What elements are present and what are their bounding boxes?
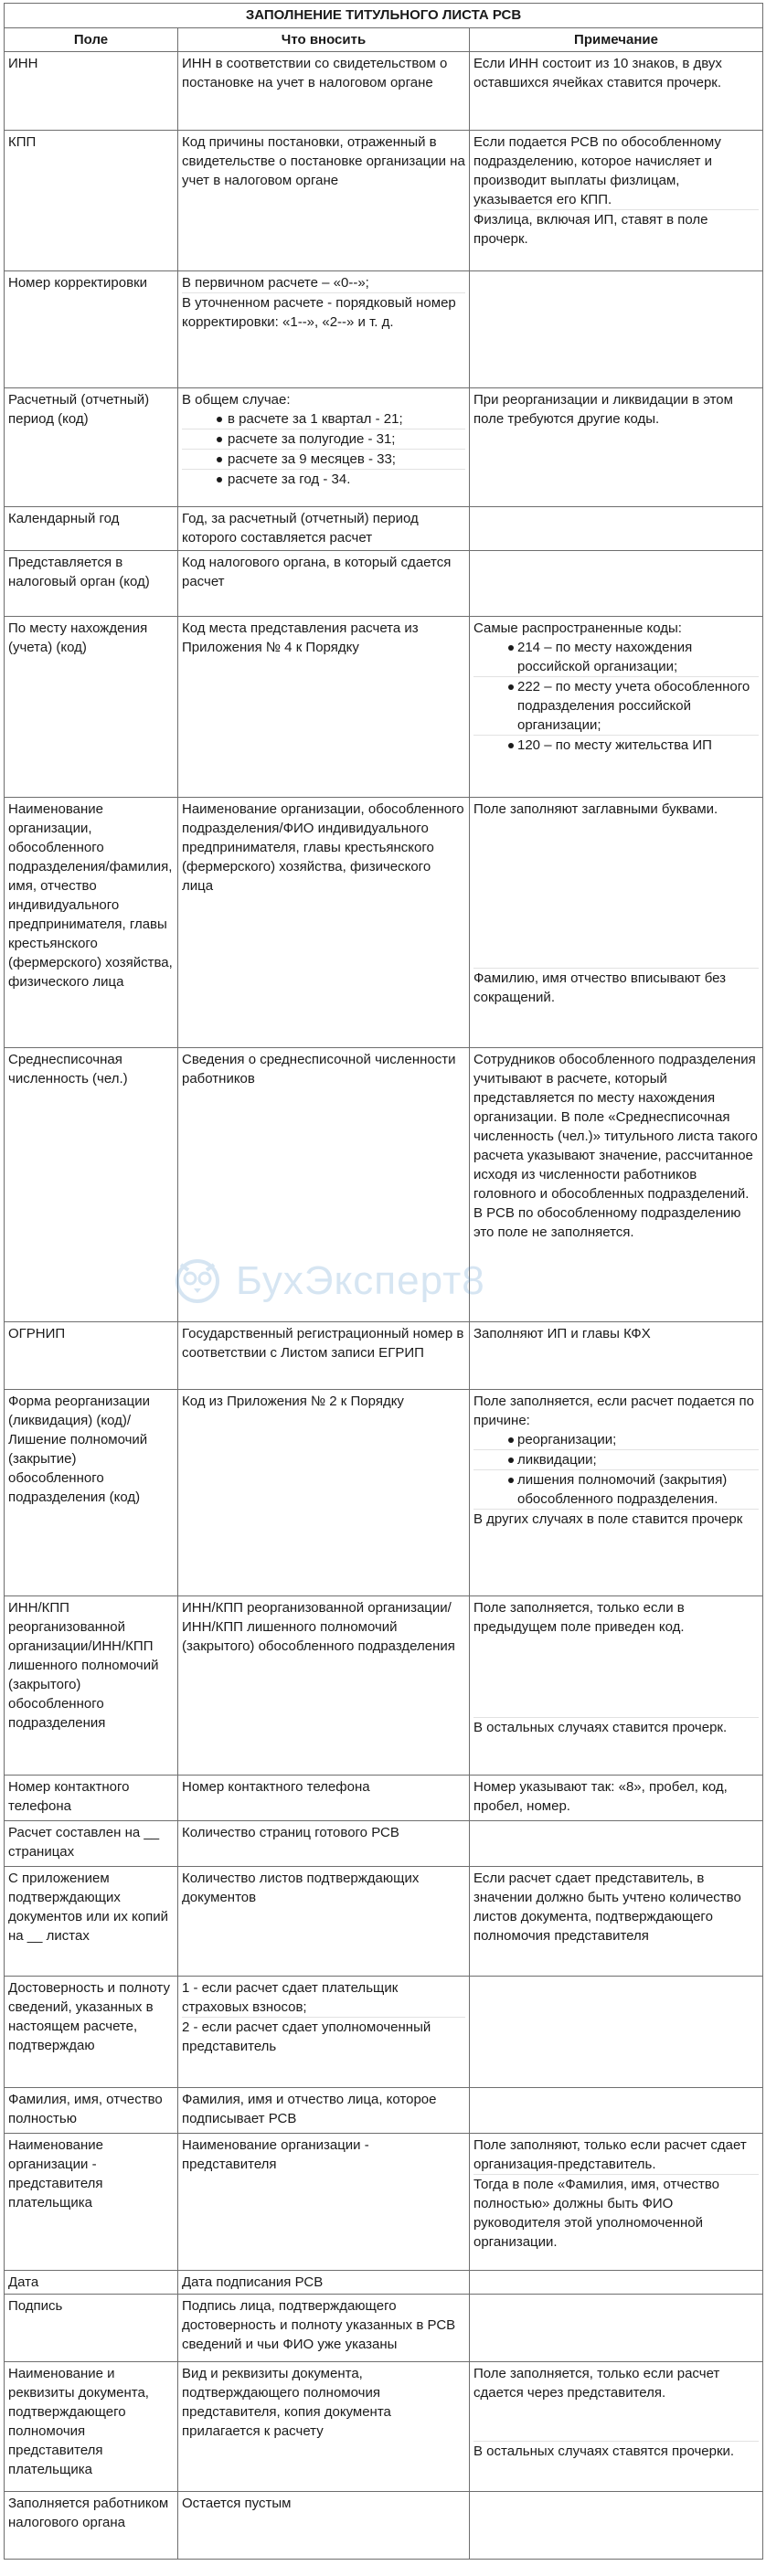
row-reorg-what: Код из Приложения № 2 к Порядку — [178, 1390, 470, 1596]
row-docs-field: Наименование и реквизиты документа, подтверждающего полномочия представителя плательщика — [5, 2362, 178, 2492]
table-row — [5, 2492, 763, 2560]
row-fio-what: Фамилия, имя и отчество лица, которое подписывает РСВ — [178, 2088, 470, 2134]
table-row — [5, 388, 763, 507]
table-row — [5, 798, 763, 1048]
row-avg-note: Сотрудников обособленного подразделения учитывают в расчете, который представляется по месту нахождения организации. В поле «Среднесписочная численность (чел.)» титульного листа такого расчета указывают значение, рассчитанное исходя из численности работников головного и обособленных подразделений. В РСВ по обособленному подразделению это поле не заполняется. — [470, 1048, 763, 1322]
row-confirm-what-1: 1 - если расчет сдает плательщик страховых взносов; — [182, 1980, 399, 2015]
table-row — [5, 1322, 763, 1390]
row-ifns-what: Код налогового органа, в который сдается расчет — [178, 551, 470, 617]
row-date-what: Дата подписания РСВ — [178, 2271, 470, 2295]
row-kpp-note-1: Если подается РСВ по обособленному подразделению, которое начисляет и производит выплаты физлицам, указывается его КПП. — [473, 134, 721, 207]
list-item: реорганизации; — [473, 1430, 759, 1449]
header-row — [5, 28, 763, 52]
table-row — [5, 52, 763, 131]
list-item: расчете за полугодие - 31; — [182, 429, 465, 449]
row-avg-field: Среднесписочная численность (чел.) — [5, 1048, 178, 1322]
row-period-list — [182, 409, 465, 489]
table-row — [5, 1596, 763, 1776]
table-row — [5, 507, 763, 551]
row-docs-note-1: Поле заполняется, только если расчет сдается через представителя. — [473, 2366, 720, 2401]
row-reorg-note-end: В других случаях в поле ставится прочерк — [473, 1509, 759, 1529]
row-innkpp-what: ИНН/КПП реорганизованной организации/ИНН/КПП лишенного полномочий (закрытого) обособленного подразделения — [178, 1596, 470, 1776]
table-row — [5, 1390, 763, 1596]
table-row — [5, 1776, 763, 1821]
row-attach-field: С приложением подтверждающих документов или их копий на __ листах — [5, 1867, 178, 1977]
table-row — [5, 2088, 763, 2134]
row-name-note-1: Поле заполняют заглавными буквами. — [473, 801, 718, 817]
row-phone-note: Номер указывают так: «8», пробел, код, пробел, номер. — [470, 1776, 763, 1821]
table-row — [5, 1867, 763, 1977]
row-innkpp-field: ИНН/КПП реорганизованной организации/ИНН/КПП лишенного полномочий (закрытого) обособленного подразделения — [5, 1596, 178, 1776]
row-reorg-note-intro: Поле заполняется, если расчет подается по причине: — [473, 1394, 754, 1428]
table-row — [5, 1977, 763, 2088]
list-item: 222 – по месту учета обособленного подразделения российской организации; — [473, 676, 759, 735]
row-inn-field: ИНН — [5, 52, 178, 131]
row-corr-what-2: В уточненном расчете - порядковый номер корректировки: «1--», «2--» и т. д. — [182, 292, 465, 332]
row-corr-what-1: В первичном расчете – «0--»; — [182, 275, 369, 291]
row-place-note-intro: Самые распространенные коды: — [473, 620, 682, 636]
row-pages-field: Расчет составлен на __ страницах — [5, 1821, 178, 1867]
row-confirm-field: Достоверность и полноту сведений, указанных в настоящем расчете, подтверждаю — [5, 1977, 178, 2088]
table-row — [5, 617, 763, 798]
watermark-text: БухЭксперт8 — [236, 1258, 485, 1303]
row-reorg-field: Форма реорганизации (ликвидация) (код)/Лишение полномочий (закрытие) обособленного подразделения (код) — [5, 1390, 178, 1596]
rsv-title-page-table — [4, 3, 763, 2560]
row-attach-note: Если расчет сдает представитель, в значении должно быть учтено количество листов документа, подтверждающего полномочия представителя — [470, 1867, 763, 1977]
header-what: Что вносить — [178, 28, 470, 52]
row-place-list — [473, 638, 759, 755]
list-item: расчете за 9 месяцев - 33; — [182, 449, 465, 469]
table-row — [5, 131, 763, 271]
row-innkpp-note-2: В остальных случаях ставится прочерк. — [473, 1717, 759, 1737]
row-confirm-what-2: 2 - если расчет сдает уполномоченный представитель — [182, 2017, 465, 2056]
table-row — [5, 2362, 763, 2492]
row-sign-field: Подпись — [5, 2295, 178, 2362]
row-pages-what: Количество страниц готового РСВ — [178, 1821, 470, 1867]
row-avg-what: Сведения о среднесписочной численности работников — [178, 1048, 470, 1322]
row-date-field: Дата — [5, 2271, 178, 2295]
header-note: Примечание — [470, 28, 763, 52]
row-repname-note-2: Тогда в поле «Фамилия, имя, отчество полностью» должны быть ФИО руководителя этой уполномоченной организации. — [473, 2174, 759, 2252]
row-reorg-list — [473, 1430, 759, 1509]
row-inn-what: ИНН в соответствии со свидетельством о постановке на учет в налоговом органе — [178, 52, 470, 131]
row-ogrnip-note: Заполняют ИП и главы КФХ — [470, 1322, 763, 1390]
table-row — [5, 1821, 763, 1867]
row-ifns-field: Представляется в налоговый орган (код) — [5, 551, 178, 617]
list-item: в расчете за 1 квартал - 21; — [182, 409, 465, 429]
row-period-field: Расчетный (отчетный) период (код) — [5, 388, 178, 507]
row-innkpp-note-1: Поле заполняется, только если в предыдущем поле приведен код. — [473, 1600, 685, 1635]
row-repname-field: Наименование организации - представителя плательщика — [5, 2134, 178, 2271]
row-phone-what: Номер контактного телефона — [178, 1776, 470, 1821]
row-inn-note: Если ИНН состоит из 10 знаков, в двух оставшихся ячейках ставится прочерк. — [470, 52, 763, 131]
list-item: лишения полномочий (закрытия) обособленного подразделения. — [473, 1469, 759, 1509]
row-kpp-what: Код причины постановки, отраженный в свидетельстве о постановке организации на учет в налоговом органе — [178, 131, 470, 271]
table-row — [5, 2271, 763, 2295]
row-corr-field: Номер корректировки — [5, 271, 178, 388]
row-tax-field: Заполняется работником налогового органа — [5, 2492, 178, 2560]
row-kpp-note-2: Физлица, включая ИП, ставят в поле прочерк. — [473, 209, 759, 249]
row-phone-field: Номер контактного телефона — [5, 1776, 178, 1821]
table-row — [5, 2134, 763, 2271]
row-docs-what: Вид и реквизиты документа, подтверждающего полномочия представителя, копия документа прилагается к расчету — [178, 2362, 470, 2492]
table-row — [5, 1048, 763, 1322]
row-name-note-2: Фамилию, имя отчество вписывают без сокращений. — [473, 968, 759, 1007]
row-place-what: Код места представления расчета из Приложения № 4 к Порядку — [178, 617, 470, 798]
row-year-field: Календарный год — [5, 507, 178, 551]
row-year-what: Год, за расчетный (отчетный) период которого составляется расчет — [178, 507, 470, 551]
table-row — [5, 551, 763, 617]
list-item: расчете за год - 34. — [182, 469, 465, 489]
row-fio-field: Фамилия, имя, отчество полностью — [5, 2088, 178, 2134]
table-row — [5, 271, 763, 388]
row-kpp-field: КПП — [5, 131, 178, 271]
row-name-what: Наименование организации, обособленного подразделения/ФИО индивидуального предпринимателя, главы крестьянского (фермерского) хозяйства, физического лица — [178, 798, 470, 1048]
table-title: ЗАПОЛНЕНИЕ ТИТУЛЬНОГО ЛИСТА РСВ — [5, 4, 763, 28]
list-item: 214 – по месту нахождения российской организации; — [473, 638, 759, 676]
row-place-field: По месту нахождения (учета) (код) — [5, 617, 178, 798]
row-period-note: При реорганизации и ликвидации в этом поле требуются другие коды. — [470, 388, 763, 507]
row-repname-what: Наименование организации - представителя — [178, 2134, 470, 2271]
row-name-field: Наименование организации, обособленного подразделения/фамилия, имя, отчество индивидуального предпринимателя, главы крестьянского (фермерского) хозяйства, физического лица — [5, 798, 178, 1048]
row-period-what-intro: В общем случае: — [182, 392, 291, 408]
row-tax-what: Остается пустым — [178, 2492, 470, 2560]
list-item: 120 – по месту жительства ИП — [473, 735, 759, 755]
list-item: ликвидации; — [473, 1449, 759, 1469]
row-docs-note-2: В остальных случаях ставятся прочерки. — [473, 2441, 759, 2461]
row-attach-what: Количество листов подтверждающих документов — [178, 1867, 470, 1977]
row-ogrnip-what: Государственный регистрационный номер в соответствии с Листом записи ЕГРИП — [178, 1322, 470, 1390]
table-row — [5, 2295, 763, 2362]
row-repname-note-1: Поле заполняют, только если расчет сдает организация-представитель. — [473, 2137, 747, 2172]
row-ogrnip-field: ОГРНИП — [5, 1322, 178, 1390]
row-sign-what: Подпись лица, подтверждающего достоверность и полноту указанных в РСВ сведений и чьи ФИО уже указаны — [178, 2295, 470, 2362]
header-field: Поле — [5, 28, 178, 52]
